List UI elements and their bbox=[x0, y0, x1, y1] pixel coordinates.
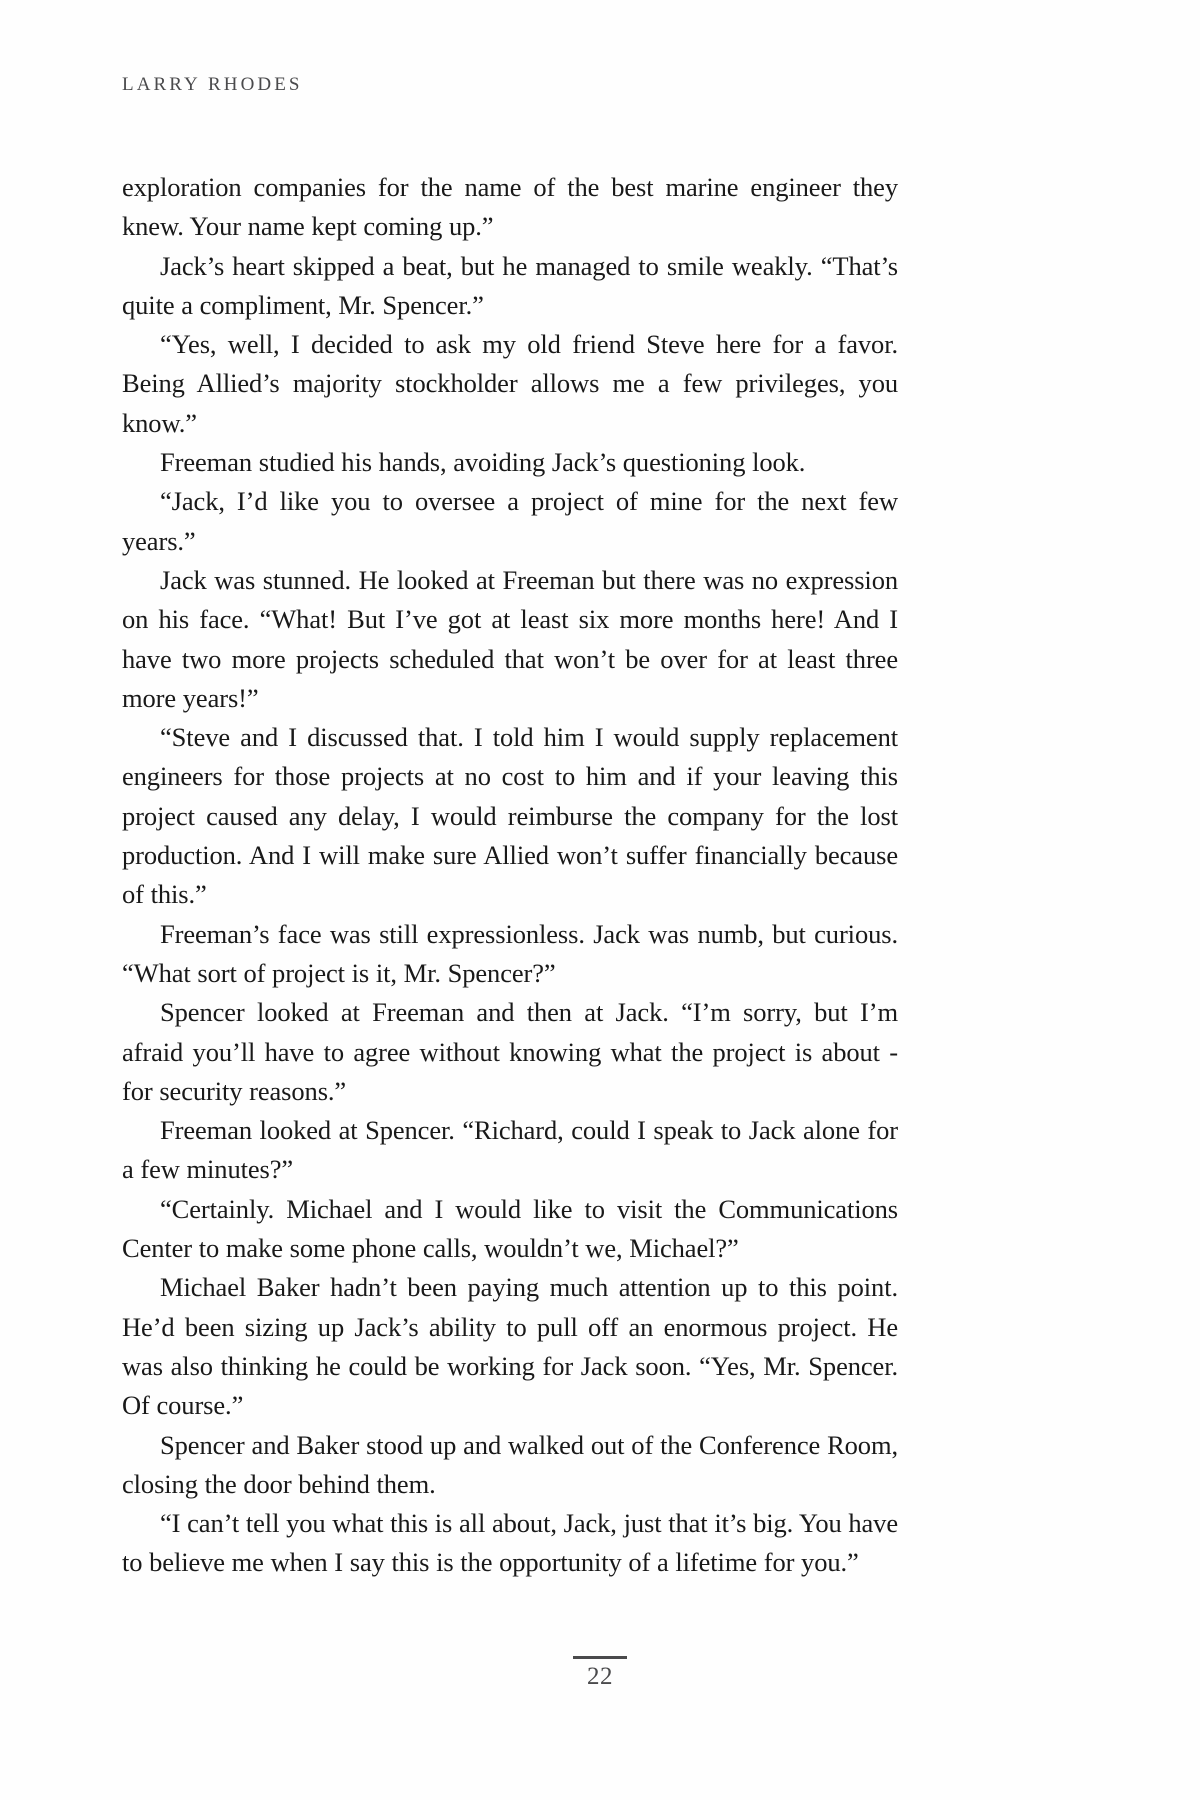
page-folio bbox=[0, 1656, 1200, 1689]
paragraph: “Yes, well, I decided to ask my old friend Steve here for a favor. Being Allied’s majority stockholder allows me a few privileges, you know.” bbox=[122, 329, 898, 438]
paragraph: Michael Baker hadn’t been paying much attention up to this point. He’d been sizing up Jack’s ability to pull off an enormous project. He was also thinking he could be working for Jack soon. “Yes, Mr. Spencer. Of course.” bbox=[122, 1272, 898, 1421]
paragraph: exploration companies for the name of the best marine engineer they knew. Your name kept coming up.” bbox=[122, 172, 898, 242]
paragraph: “Certainly. Michael and I would like to visit the Communications Center to make some phone calls, wouldn’t we, Michael?” bbox=[122, 1193, 898, 1264]
paragraph: Spencer and Baker stood up and walked out of the Conference Room, closing the door behind them. bbox=[122, 1429, 898, 1499]
running-head-author: LARRY RHODES bbox=[122, 74, 303, 95]
body-text-block bbox=[122, 168, 898, 1583]
paragraph: Spencer looked at Freeman and then at Jack. “I’m sorry, but I’m afraid you’ll have to agree without knowing what the project is about - for security reasons.” bbox=[122, 997, 898, 1106]
paragraph: Freeman’s face was still expressionless. Jack was numb, but curious. “What sort of project is it, Mr. Spencer?” bbox=[122, 918, 898, 988]
page-number: 22 bbox=[587, 1663, 613, 1690]
paragraph: Freeman studied his hands, avoiding Jack’s questioning look. bbox=[160, 447, 806, 478]
paragraph: “Jack, I’d like you to oversee a project of mine for the next few years.” bbox=[122, 486, 898, 556]
paragraph: “I can’t tell you what this is all about, Jack, just that it’s big. You have to believe me when I say this is the opportunity of a lifetime for you.” bbox=[122, 1508, 898, 1578]
paragraph: Jack was stunned. He looked at Freeman but there was no expression on his face. “What! But I’ve got at least six more months here! And I have two more projects scheduled that won’t be over for at least three more years!” bbox=[122, 564, 898, 713]
paragraph: “Steve and I discussed that. I told him I would supply replacement engineers for those projects at no cost to him and if your leaving this project caused any delay, I would reimburse the company for the lost production. And I will make sure Allied won’t suffer financially because of this.” bbox=[122, 722, 898, 910]
folio-rule bbox=[573, 1656, 627, 1659]
paragraph: Freeman looked at Spencer. “Richard, could I speak to Jack alone for a few minutes?” bbox=[122, 1115, 898, 1185]
paragraph: Jack’s heart skipped a beat, but he managed to smile weakly. “That’s quite a compliment, Mr. Spencer.” bbox=[122, 250, 898, 320]
